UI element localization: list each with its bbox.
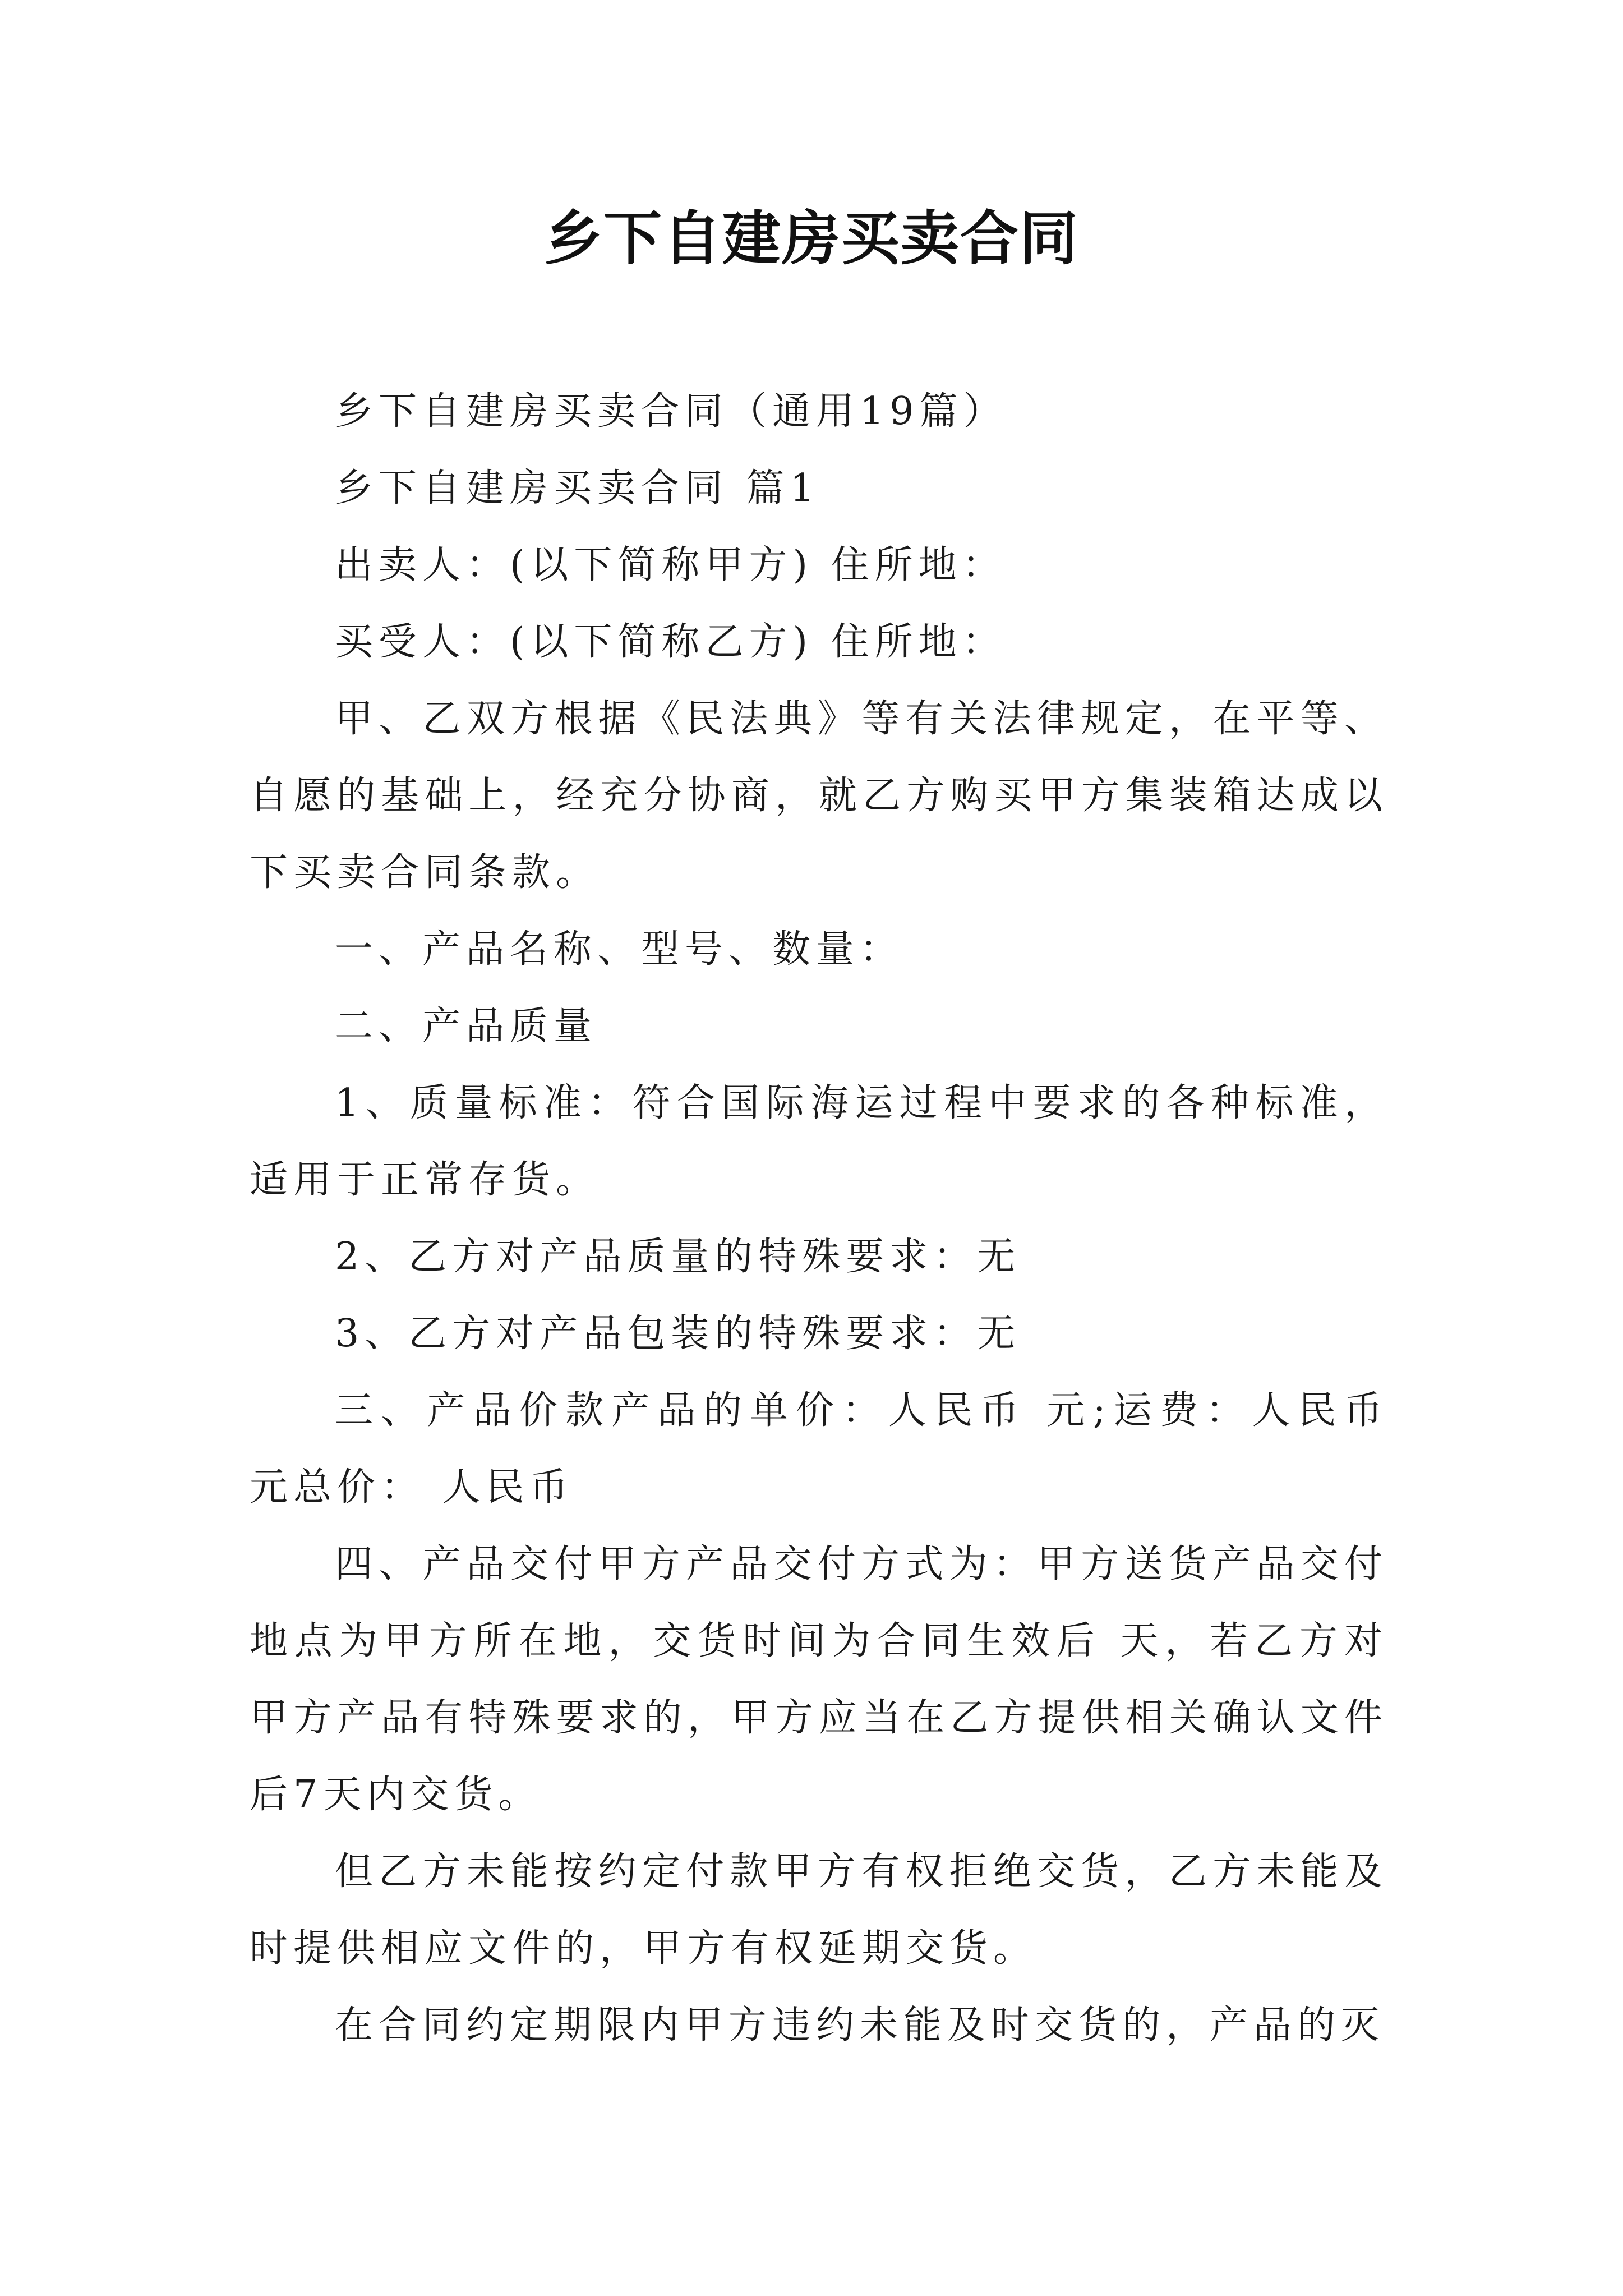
paragraph: 出卖人：(以下简称甲方) 住所地： xyxy=(335,543,1006,587)
paragraph: 乡下自建房买卖合同 篇1 xyxy=(335,466,820,510)
paragraph: 1、质量标准：符合国际海运过程中要求的各种标准，适用于正常存货。 xyxy=(250,1081,1388,1202)
paragraph: 在合同约定期限内甲方违约未能及时交货的，产品的灭 xyxy=(335,2003,1385,2047)
paragraph: 甲、乙双方根据《民法典》等有关法律规定，在平等、自愿的基础上，经充分协商，就乙方购买甲方集装箱达成以下买卖合同条款。 xyxy=(250,697,1388,895)
paragraph: 买受人：(以下简称乙方) 住所地： xyxy=(335,620,1006,664)
paragraph: 四、产品交付甲方产品交付方式为：甲方送货产品交付地点为甲方所在地，交货时间为合同生效后 天，若乙方对甲方产品有特殊要求的，甲方应当在乙方提供相关确认文件后7天内交货。 xyxy=(250,1542,1388,1817)
paragraph: 一、产品名称、型号、数量： xyxy=(335,927,904,972)
paragraph: 3、乙方对产品包装的特殊要求：无 xyxy=(335,1312,1021,1356)
document-title: 乡下自建房买卖合同 xyxy=(543,204,1079,273)
paragraph: 2、乙方对产品质量的特殊要求：无 xyxy=(335,1235,1021,1279)
document-body xyxy=(250,373,1388,2064)
paragraph: 乡下自建房买卖合同（通用19篇） xyxy=(335,389,1007,434)
paragraph: 但乙方未能按约定付款甲方有权拒绝交货，乙方未能及时提供相应文件的，甲方有权延期交货。 xyxy=(250,1849,1388,1971)
paragraph: 二、产品质量 xyxy=(335,1004,598,1048)
paragraph: 三、产品价款产品的单价：人民币 元;运费：人民币 元总价： 人民币 xyxy=(250,1388,1388,1510)
